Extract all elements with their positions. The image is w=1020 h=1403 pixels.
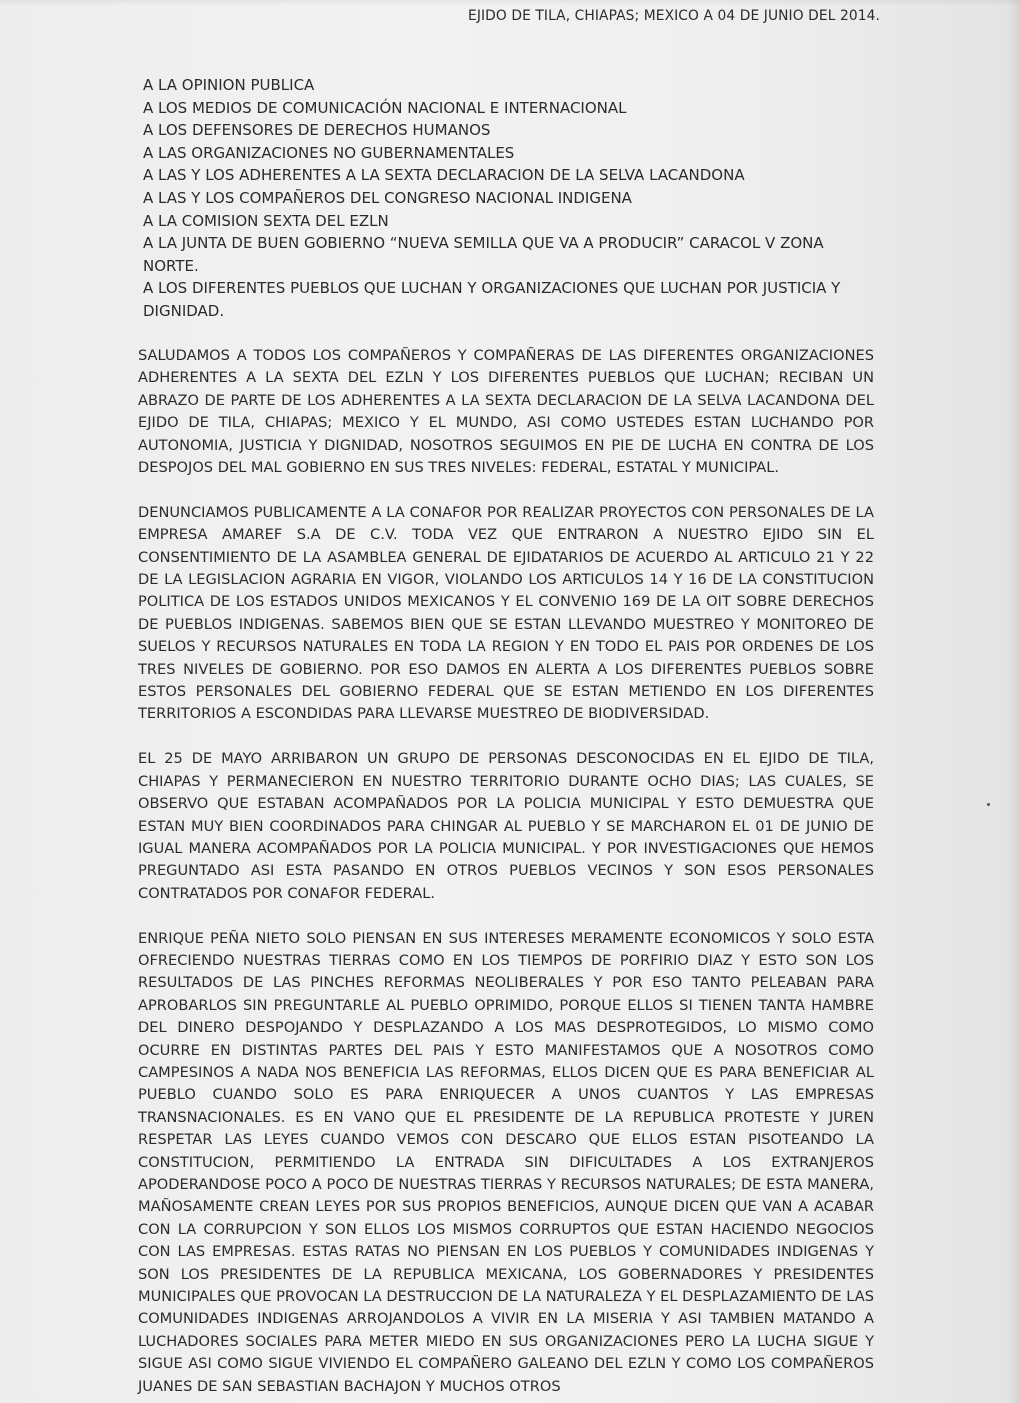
addressee-line: A LA OPINION PUBLICA	[143, 76, 315, 94]
addressee-line: A LOS DIFERENTES PUEBLOS QUE LUCHAN Y ORGANIZACIONES QUE LUCHAN POR JUSTICIA Y	[143, 279, 841, 298]
paragraph-conafor-denunciation: DENUNCIAMOS PUBLICAMENTE A LA CONAFOR POR REALIZAR PROYECTOS CON PERSONALES DE LA EMPRESA AMAREF S.A DE C.V. TODA VEZ QUE ENTRARON A NUESTRO EJIDO SIN EL CONSENTIMIENTO DE LA ASAMBLEA GENERAL DE EJIDATARIOS DE ACUERDO AL ARTICULO 21 Y 22 DE LA LEGISLACION AGRARIA EN VIGOR, VIOLANDO LOS ARTICULOS 14 Y 16 DE LA CONSTITUCION POLITICA DE LOS ESTADOS UNIDOS MEXICANOS Y EL CONVENIO 169 DE LA OIT SOBRE DERECHOS DE PUEBLOS INDIGENAS. SABEMOS BIEN QUE SE ESTAN LLEVANDO MUESTREO Y MONITOREO DE SUELOS Y RECURSOS NATURALES EN TODA LA REGION Y EN TODO EL PAIS POR ORDENES DE LOS TRES NIVELES DE GOBIERNO. POR ESO DAMOS EN ALERTA A LOS DIFERENTES PUEBLOS SOBRE ESTOS PERSONALES DEL GOBIERNO FEDERAL QUE SE ESTAN METIENDO EN LOS DIFERENTES TERRITORIOS A ESCONDIDAS PARA LLEVARSE MUESTREO DE BIODIVERSIDAD.	[138, 503, 874, 723]
paragraph-may-25-events: EL 25 DE MAYO ARRIBARON UN GRUPO DE PERSONAS DESCONOCIDAS EN EL EJIDO DE TILA, CHIAPAS Y PERMANECIERON EN NUESTRO TERRITORIO DURANTE OCHO DIAS; LAS CUALES, SE OBSERVO QUE ESTABAN ACOMPAÑADOS POR LA POLICIA MUNICIPAL Y ESTO DEMUESTRA QUE ESTAN MUY BIEN COORDINADOS PARA CHINGAR AL PUEBLO Y SE MARCHARON EL 01 DE JUNIO DE IGUAL MANERA ACOMPAÑADOS POR LA POLICIA MUNICIPAL. Y POR INVESTIGACIONES QUE HEMOS PREGUNTADO ASI ESTA PASANDO EN OTROS PUEBLOS VECINOS Y SON ESOS PERSONALES CONTRATADOS POR CONAFOR FEDERAL.	[138, 750, 874, 902]
scan-speck	[987, 803, 990, 806]
addressee-line: A LA COMISION SEXTA DEL EZLN	[143, 211, 389, 230]
addressee-line: NORTE.	[143, 256, 199, 275]
addressee-line: A LAS Y LOS ADHERENTES A LA SEXTA DECLARACION DE LA SELVA LACANDONA	[143, 166, 745, 185]
page-right-shadow	[1006, 0, 1020, 1403]
page-top-shadow	[0, 0, 1020, 6]
addressee-line: A LA JUNTA DE BUEN GOBIERNO “NUEVA SEMILLA QUE VA A PRODUCIR” CARACOL V ZONA	[143, 234, 824, 253]
addressee-line: DIGNIDAD.	[143, 301, 225, 320]
addressee-line: A LAS ORGANIZACIONES NO GUBERNAMENTALES	[143, 143, 515, 162]
place-date-header: EJIDO DE TILA, CHIAPAS; MEXICO A 04 DE JUNIO DEL 2014.	[468, 8, 880, 24]
addressee-line: A LOS MEDIOS DE COMUNICACIÓN NACIONAL E INTERNACIONAL	[143, 98, 627, 117]
paragraph-greeting: SALUDAMOS A TODOS LOS COMPAÑEROS Y COMPAÑERAS DE LAS DIFERENTES ORGANIZACIONES ADHERENTES A LA SEXTA DEL EZLN Y LOS DIFERENTES PUEBLOS QUE LUCHAN; RECIBAN UN ABRAZO DE PARTE DE LOS ADHERENTES A LA SEXTA DECLARACION DE LA SELVA LACANDONA DEL EJIDO DE TILA, CHIAPAS; MEXICO Y EL MUNDO, ASI COMO USTEDES ESTAN LUCHANDO POR AUTONOMIA, JUSTICIA Y DIGNIDAD, NOSOTROS SEGUIMOS EN PIE DE LUCHA EN CONTRA DE LOS DESPOJOS DEL MAL GOBIERNO EN SUS TRES NIVELES: FEDERAL, ESTATAL Y MUNICIPAL.	[138, 347, 874, 477]
addressee-list	[143, 74, 843, 323]
letter-body	[138, 345, 874, 1403]
paragraph-reforms-critique: ENRIQUE PEÑA NIETO SOLO PIENSAN EN SUS INTERESES MERAMENTE ECONOMICOS Y SOLO ESTA OFRECIENDO NUESTRAS TIERRAS COMO EN LOS TIEMPOS DE PORFIRIO DIAZ Y ESTO SON LOS RESULTADOS DE LAS PINCHES REFORMAS NEOLIBERALES Y POR ESO TANTO PELEABAN PARA APROBARLOS SIN PREGUNTARLE AL PUEBLO OPRIMIDO, PORQUE ELLOS SI TIENEN TANTA HAMBRE DEL DINERO DESPOJANDO Y DESPLAZANDO A LOS MAS DESPROTEGIDOS, LO MISMO COMO OCURRE EN DISTINTAS PARTES DEL PAIS Y ESTO MANIFESTAMOS QUE A NOSOTROS COMO CAMPESINOS A NADA NOS BENEFICIA LAS REFORMAS, ELLOS DICEN QUE ES PARA BENEFICIAR AL PUEBLO CUANDO SOLO ES PARA ENRIQUECER A UNOS CUANTOS Y LAS EMPRESAS TRANSNACIONALES. ES EN VANO QUE EL PRESIDENTE DE LA REPUBLICA PROTESTE Y JUREN RESPETAR LAS LEYES CUANDO VEMOS CON DESCARO QUE ELLOS ESTAN PISOTEANDO LA CONSTITUCION, PERMITIENDO LA ENTRADA SIN DIFICULTADES A LOS EXTRANJEROS APODERANDOSE POCO A POCO DE NUESTRAS TIERRAS Y RECURSOS NATURALES; DE ESTA MANERA, MAÑOSAMENTE CREAN LEYES POR SUS PROPIOS BENEFICIOS, AUNQUE DICEN QUE VAN A ACABAR CON LA CORRUPCION Y SON ELLOS LOS MISMOS CORRUPTOS QUE ESTAN HACIENDO NEGOCIOS CON LAS EMPRESAS. ESTAS RATAS NO PIENSAN EN LOS PUEBLOS Y COMUNIDADES INDIGENAS Y SON LOS PRESIDENTES DE LA REPUBLICA MEXICANA, LOS GOBERNADORES Y PRESIDENTES MUNICIPALES QUE PROVOCAN LA DESTRUCCION DE LA NATURALEZA Y EL DESPLAZAMIENTO DE LAS COMUNIDADES INDIGENAS ARROJANDOLOS A VIVIR EN LA MISERIA Y ASI TAMBIEN MATANDO A LUCHADORES SOCIALES PARA METER MIEDO EN SUS ORGANIZACIONES PERO LA LUCHA SIGUE Y SIGUE ASI COMO SIGUE VIVIENDO EL COMPAÑERO GALEANO DEL EZLN Y COMO LOS COMPAÑEROS JUANES DE SAN SEBASTIAN BACHAJON Y MUCHOS OTROS	[138, 929, 874, 1395]
addressee-line: A LOS DEFENSORES DE DERECHOS HUMANOS	[143, 121, 491, 140]
addressee-line: A LAS Y LOS COMPAÑEROS DEL CONGRESO NACIONAL INDIGENA	[143, 188, 632, 207]
